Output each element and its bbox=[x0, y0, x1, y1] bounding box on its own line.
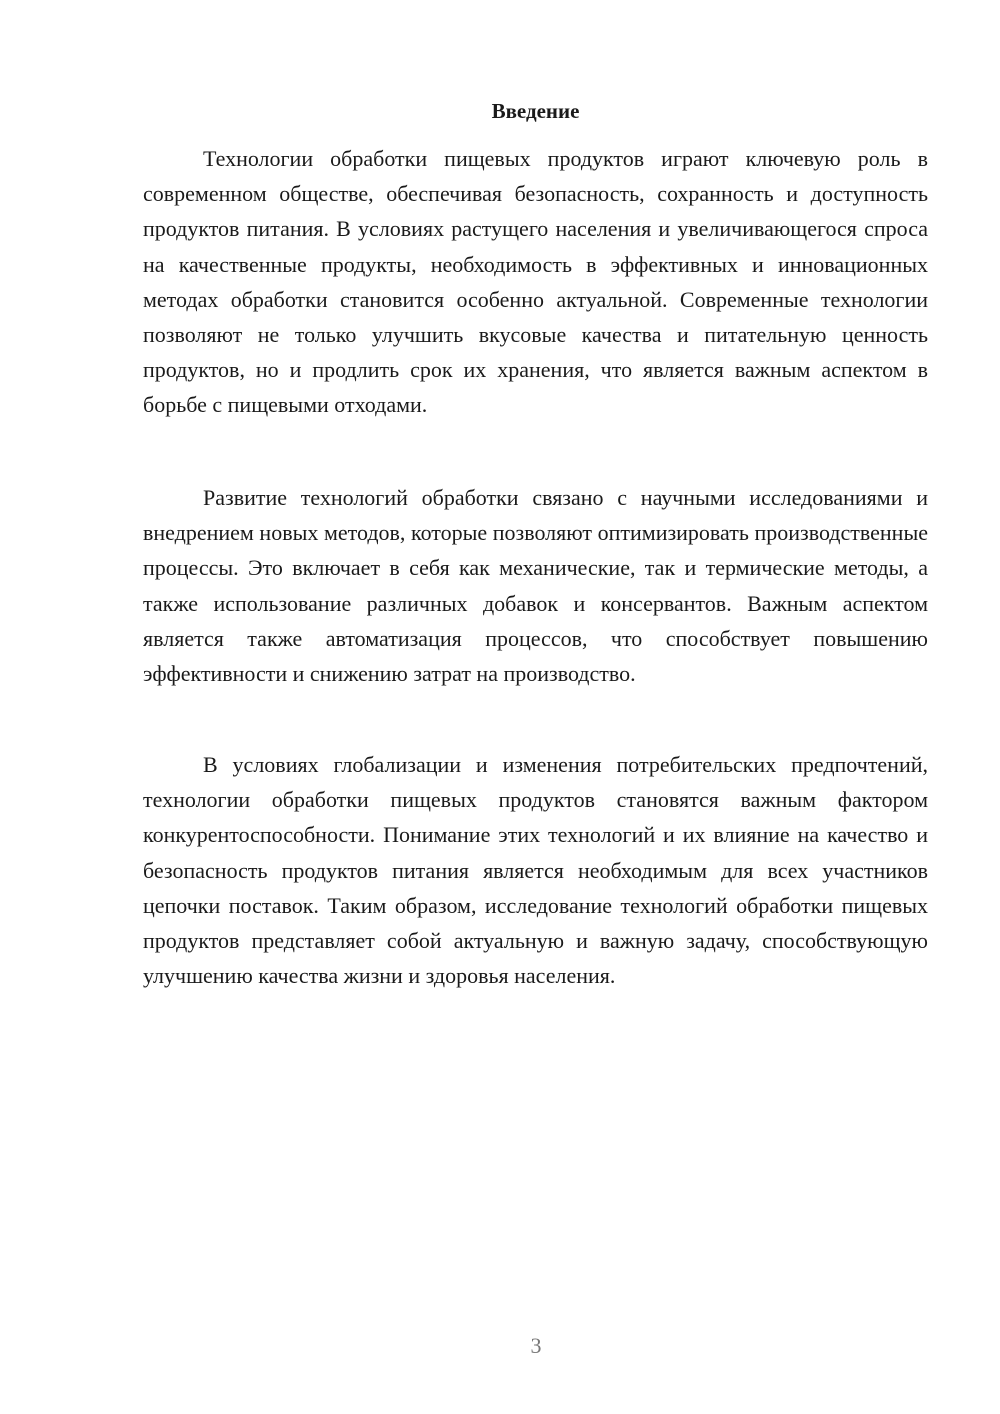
page-number: 3 bbox=[530, 1333, 542, 1358]
paragraph-3: В условиях глобализации и изменения потребительских предпочтений, технологии обработки пищевых продуктов становятся важным фактором конкурентоспособности. Понимание этих технологий и их влияние на качество и безопасность продуктов питания является необходимым для всех участников цепочки поставок. Таким образом, исследование технологий обработки пищевых продуктов представляет собой актуальную и важную задачу, способствующую улучшению качества жизни и здоровья населения. bbox=[143, 752, 928, 989]
section-heading: Введение bbox=[491, 99, 580, 123]
paragraph-1: Технологии обработки пищевых продуктов играют ключевую роль в современном обществе, обеспечивая безопасность, сохранность и доступность продуктов питания. В условиях растущего населения и увеличивающегося спроса на качественные продукты, необходимость в эффективных и инновационных методах обработки становится особенно актуальной. Современные технологии позволяют не только улучшить вкусовые качества и питательную ценность продуктов, но и продлить срок их хранения, что является важным аспектом в борьбе с пищевыми отходами. bbox=[143, 146, 928, 418]
paragraph-2: Развитие технологий обработки связано с научными исследованиями и внедрением новых методов, которые позволяют оптимизировать производственные процессы. Это включает в себя как механические, так и термические методы, а также использование различных добавок и консервантов. Важным аспектом является также автоматизация процессов, что способствует повышению эффективности и снижению затрат на производство. bbox=[143, 485, 928, 687]
